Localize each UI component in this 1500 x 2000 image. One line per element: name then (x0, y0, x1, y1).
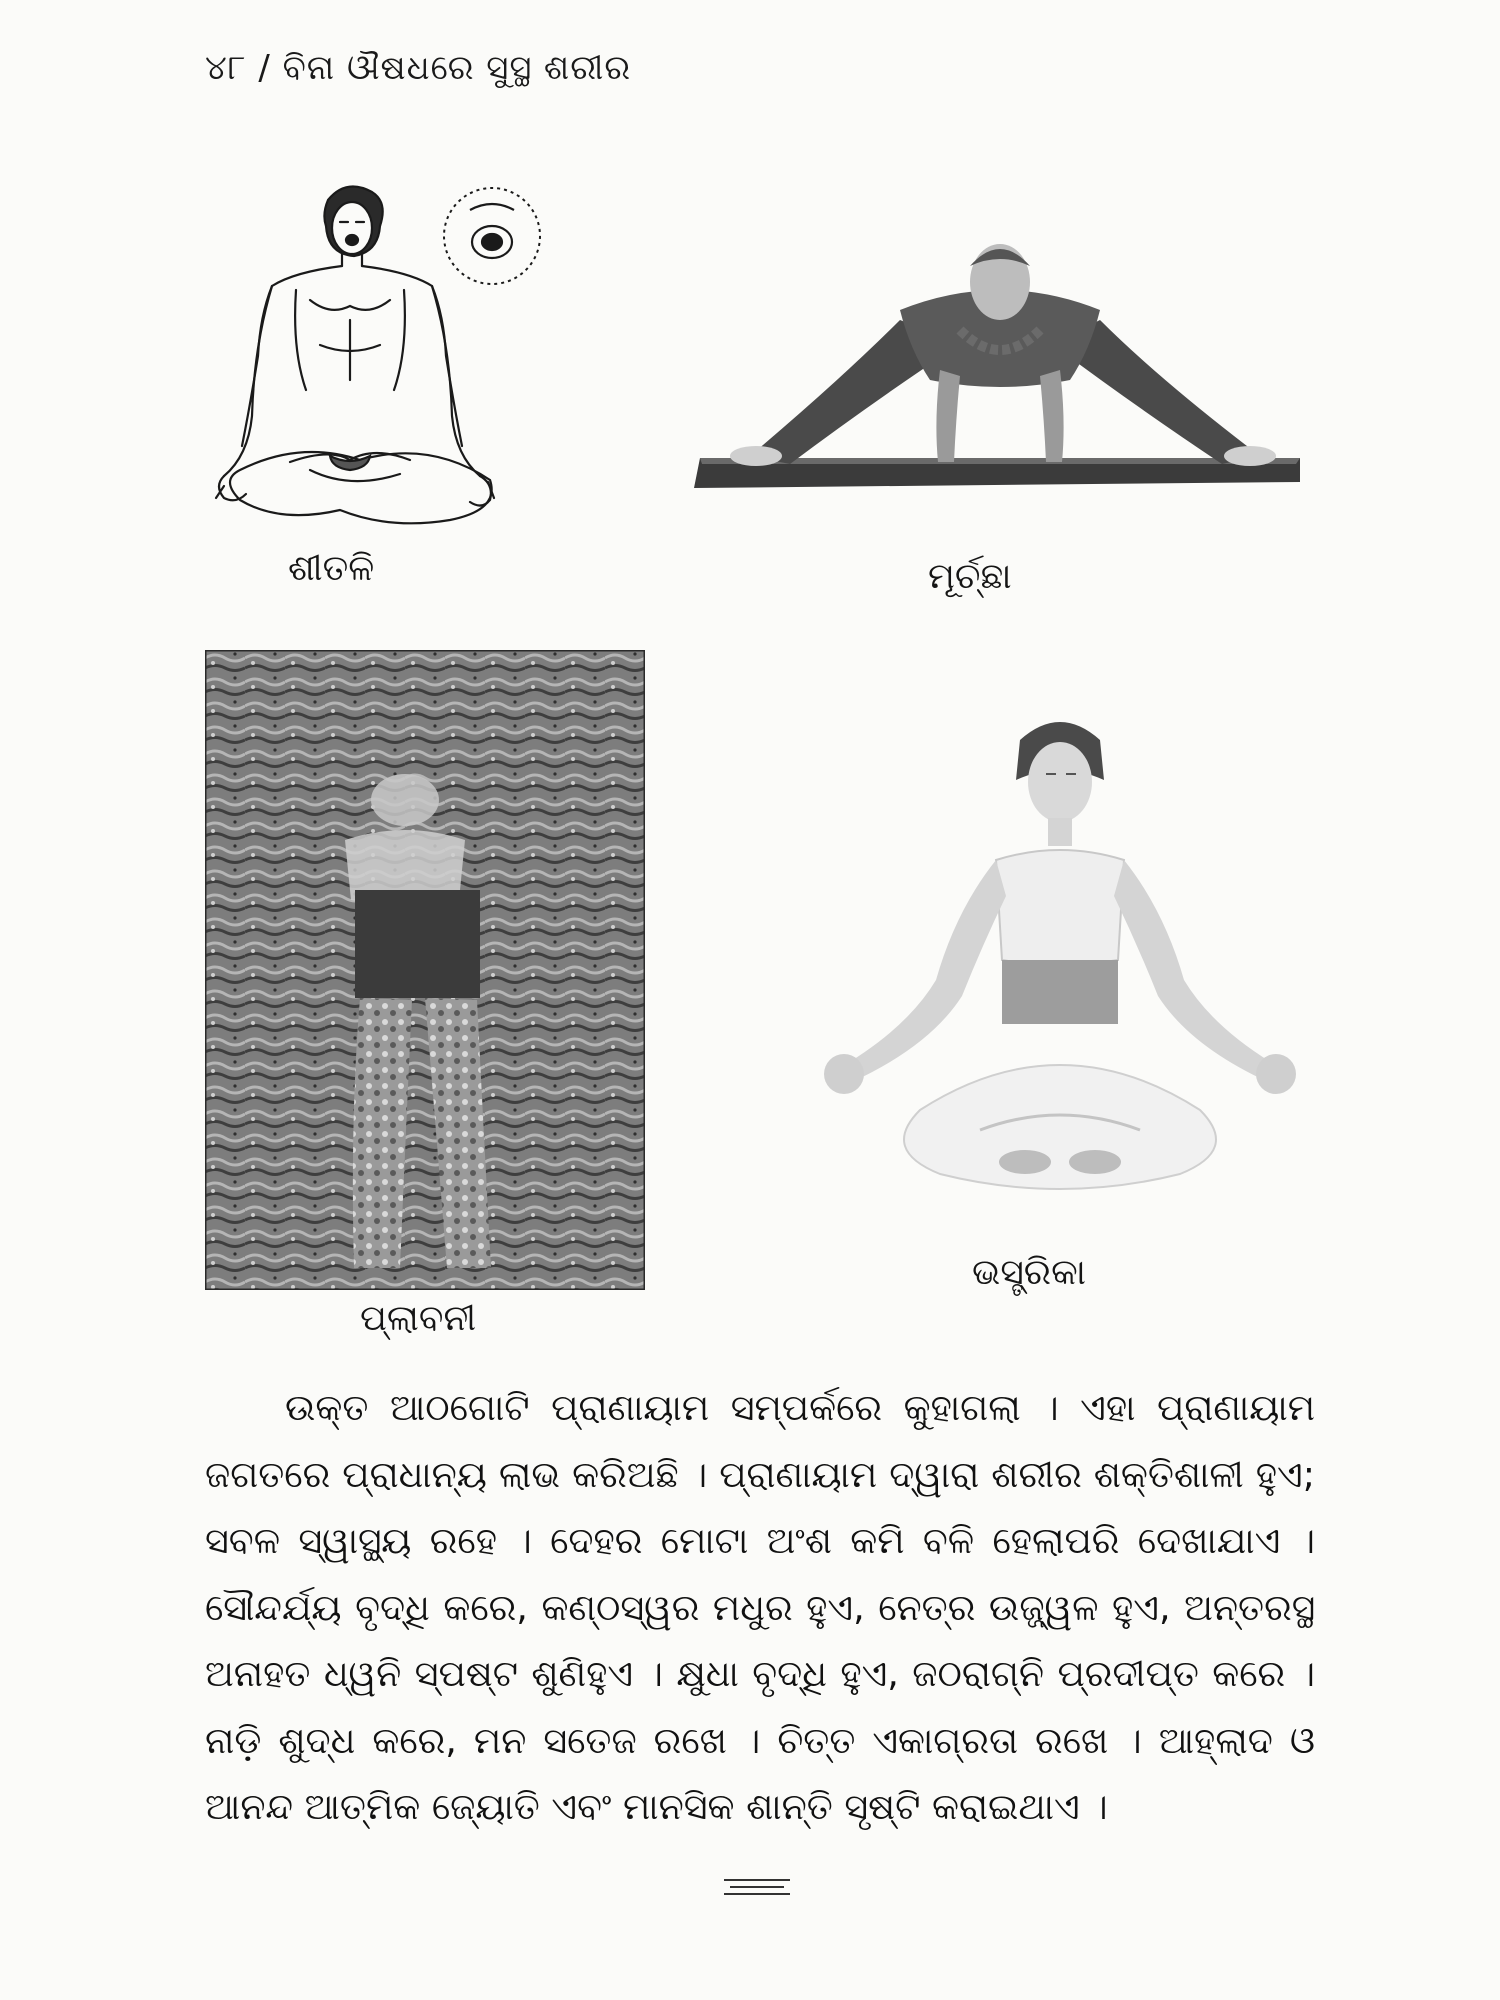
caption-murchha: ମୂର୍ଚ୍ଛା (928, 556, 1012, 597)
page-header: ୪୮ / ବିନା ଔଷଧରେ ସୁସ୍ଥ ଶରୀର (205, 48, 632, 88)
caption-plavani: ପ୍ଲାବନୀ (360, 1298, 477, 1339)
caption-sheetali: ଶୀତଳି (288, 548, 375, 589)
sheetali-illustration (200, 170, 580, 560)
plavani-photo (205, 650, 645, 1290)
body-paragraph: ଉକ୍ତ ଆଠଗୋଟି ପ୍ରାଣାୟାମ ସମ୍ପର୍କରେ କୁହାଗଲା । ଏହା ପ୍ରାଣାୟାମ ଜଗତରେ ପ୍ରାଧାନ୍ୟ ଲାଭ କରିଅଛି । ପ୍ରାଣାୟାମ ଦ୍ୱାରା ଶରୀର ଶକ୍ତିଶାଳୀ ହୁଏ; ସବଳ ସ୍ୱାସ୍ଥ୍ୟ ରହେ । ଦେହର ମୋଟା ଅଂଶ କମି ବଳି ହେଲାପରି ଦେଖାଯାଏ । ସୌନ୍ଦର୍ଯ୍ୟ ବୃଦ୍ଧି କରେ, କଣ୍ଠସ୍ୱର ମଧୁର ହୁଏ, ନେତ୍ର ଉଜ୍ଜ୍ୱଳ ହୁଏ, ଅନ୍ତରସ୍ଥ ଅନାହତ ଧ୍ୱନି ସ୍ପଷ୍ଟ ଶୁଣିହୁଏ । କ୍ଷୁଧା ବୃଦ୍ଧି ହୁଏ, ଜଠରାଗ୍ନି ପ୍ରଦୀପ୍ତ କରେ । ନାଡ଼ି ଶୁଦ୍ଧ କରେ, ମନ ସତେଜ ରଖେ । ଚିତ୍ତ ଏକାଗ୍ରତା ରଖେ । ଆହ୍ଲାଦ ଓ ଆନନ୍ଦ ଆତ୍ମିକ ଜ୍ୟୋତି ଏବଂ ମାନସିକ ଶାନ୍ତି ସୃଷ୍ଟି କରାଇଥାଏ । (205, 1386, 1315, 1828)
body-paragraph-block (205, 1375, 1315, 1841)
murchha-photo (690, 220, 1310, 500)
caption-bhastrika: ଭସ୍ତ୍ରିକା (972, 1252, 1086, 1293)
footer-ornament (722, 1872, 792, 1902)
bhastrika-photo (810, 710, 1310, 1210)
